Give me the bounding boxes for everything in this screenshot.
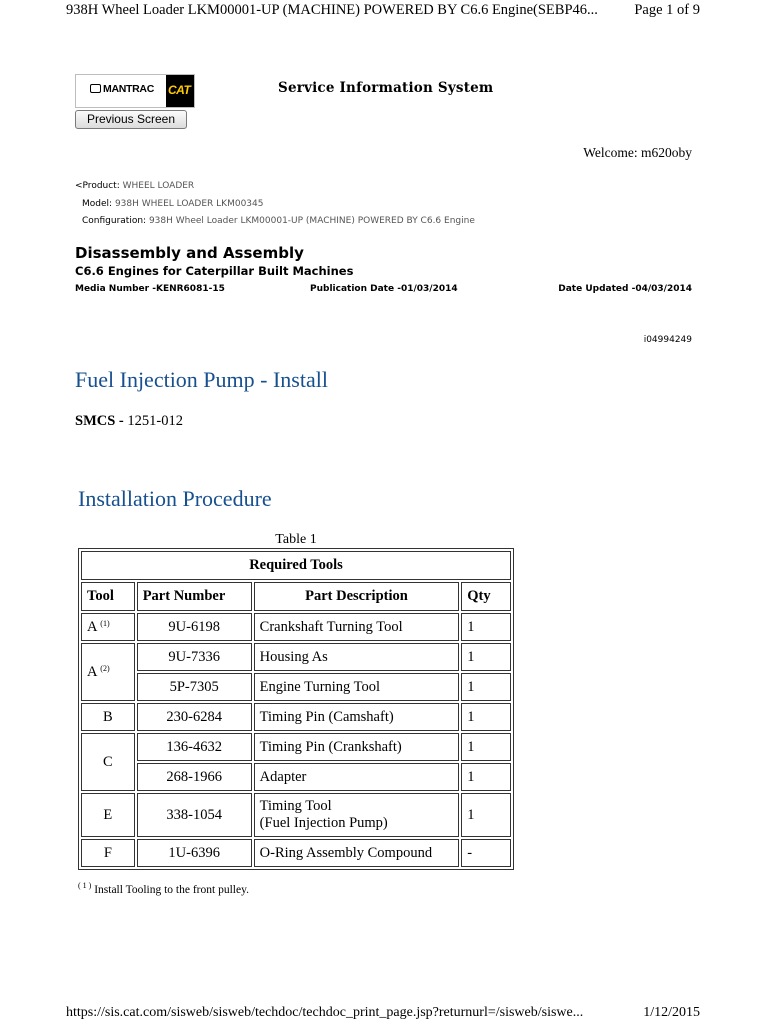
document-id: i04994249	[643, 335, 692, 345]
part-description-cell: Housing As	[254, 643, 460, 671]
part-description-cell	[254, 793, 460, 837]
footnote-text: Install Tooling to the front pulley.	[94, 884, 249, 896]
media-number: Media Number -KENR6081-15	[75, 284, 225, 294]
qty-cell: -	[461, 839, 511, 867]
table-row	[81, 613, 511, 641]
table-footnote	[78, 881, 249, 896]
tool-cell	[81, 613, 135, 641]
part-description-cell: Adapter	[254, 763, 460, 791]
table-row	[81, 673, 511, 701]
product-label: <Product:	[75, 181, 120, 191]
article-heading: Fuel Injection Pump - Install	[75, 367, 328, 392]
model-label: Model:	[82, 198, 113, 209]
part-description-cell: Timing Pin (Camshaft)	[254, 703, 460, 731]
product-info	[75, 178, 475, 231]
part-number-cell: 268-1966	[137, 763, 252, 791]
part-description-cell: Crankshaft Turning Tool	[254, 613, 460, 641]
part-number-cell: 230-6284	[137, 703, 252, 731]
table-row	[81, 763, 511, 791]
previous-screen-button[interactable]: Previous Screen	[75, 110, 187, 129]
part-description-cell: O-Ring Assembly Compound	[254, 839, 460, 867]
footnote-ref: (2)	[100, 663, 110, 673]
qty-cell: 1	[461, 703, 511, 731]
part-description-line: (Fuel Injection Pump)	[259, 815, 388, 831]
part-number-cell: 9U-7336	[137, 643, 252, 671]
tool-cell: F	[81, 839, 135, 867]
tool-cell: C	[81, 733, 135, 791]
table-row	[81, 733, 511, 761]
print-footer-url: https://sis.cat.com/sisweb/sisweb/techdoc/techdoc_print_page.jsp?returnurl=/sisweb/siswe...	[66, 1005, 584, 1020]
document-subtitle: C6.6 Engines for Caterpillar Built Machines	[75, 264, 354, 278]
mantrac-mark-icon	[90, 84, 101, 93]
table-row	[81, 793, 511, 837]
mantrac-logo-text: MANTRAC	[103, 83, 154, 95]
part-number-cell: 136-4632	[137, 733, 252, 761]
cat-logo	[166, 75, 194, 107]
header-tool: Tool	[81, 582, 135, 611]
tool-cell	[81, 643, 135, 701]
tool-cell: E	[81, 793, 135, 837]
smcs-value: 1251-012	[127, 413, 183, 429]
system-title: Service Information System	[278, 80, 494, 96]
tool-letter: A	[87, 618, 97, 635]
part-description-line: Timing Tool	[259, 798, 332, 814]
required-tools-table	[78, 548, 514, 870]
table-caption: Table 1	[275, 532, 317, 547]
product-line	[75, 178, 475, 196]
qty-cell: 1	[461, 673, 511, 701]
page-indicator: Page 1 of 9	[634, 2, 700, 18]
header-qty: Qty	[461, 582, 511, 611]
part-number-cell: 5P-7305	[137, 673, 252, 701]
footnote-marker: ( 1 )	[78, 881, 92, 890]
smcs-label: SMCS -	[75, 413, 124, 429]
footnote-ref: (1)	[100, 618, 110, 628]
part-number-cell: 9U-6198	[137, 613, 252, 641]
configuration-value: 938H Wheel Loader LKM00001-UP (MACHINE) POWERED BY C6.6 Engine	[148, 216, 475, 226]
mantrac-cat-logo	[75, 74, 195, 108]
table-title: Required Tools	[81, 551, 511, 580]
configuration-label: Configuration:	[82, 216, 147, 226]
table-header-row	[81, 582, 511, 611]
header-part-description: Part Description	[254, 582, 460, 611]
print-footer-date: 1/12/2015	[643, 1005, 700, 1020]
section-heading: Installation Procedure	[78, 486, 272, 511]
model-value: 938H WHEEL LOADER LKM00345	[114, 198, 264, 209]
table-row	[81, 703, 511, 731]
part-number-cell: 338-1054	[137, 793, 252, 837]
cat-logo-text: CAT	[168, 83, 191, 97]
date-updated: Date Updated -04/03/2014	[558, 284, 692, 294]
part-number-cell: 1U-6396	[137, 839, 252, 867]
table-row	[81, 643, 511, 671]
part-description-cell: Timing Pin (Crankshaft)	[254, 733, 460, 761]
qty-cell: 1	[461, 793, 511, 837]
table-title-row	[81, 551, 511, 580]
print-header-title: 938H Wheel Loader LKM00001-UP (MACHINE) POWERED BY C6.6 Engine(SEBP46...	[66, 2, 598, 18]
qty-cell: 1	[461, 613, 511, 641]
part-description-cell: Engine Turning Tool	[254, 673, 460, 701]
qty-cell: 1	[461, 643, 511, 671]
product-value: WHEEL LOADER	[122, 181, 195, 191]
model-line	[75, 196, 475, 214]
welcome-user: Welcome: m620oby	[583, 145, 692, 160]
qty-cell: 1	[461, 763, 511, 791]
table-row	[81, 839, 511, 867]
smcs-code	[75, 413, 183, 430]
document-title: Disassembly and Assembly	[75, 244, 304, 262]
publication-date: Publication Date -01/03/2014	[310, 284, 458, 294]
tool-letter: A	[87, 663, 97, 680]
qty-cell: 1	[461, 733, 511, 761]
mantrac-logo	[90, 83, 154, 95]
header-part-number: Part Number	[137, 582, 252, 611]
tool-cell: B	[81, 703, 135, 731]
configuration-line	[75, 213, 475, 231]
